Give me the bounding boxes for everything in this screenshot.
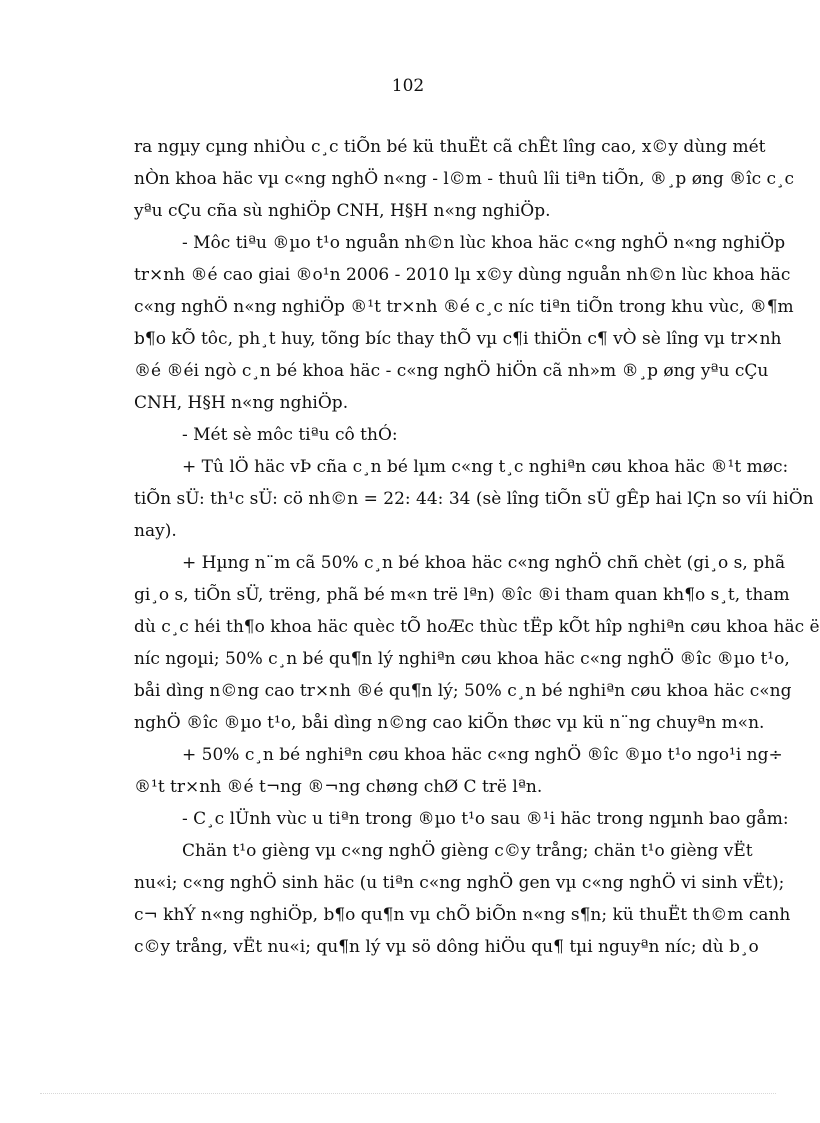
text-line: Chän t¹o gièng vµ c«ng nghÖ gièng c©y trång; chän t¹o gièng vËt — [182, 841, 753, 861]
text-line: ®¹t tr×nh ®é t¬ng ®¬ng chøng chØ C trë lªn. — [134, 777, 543, 797]
text-line: CNH, H§H n«ng nghiÖp. — [134, 393, 349, 413]
text-line: ra ngµy cµng nhiÒu c¸c tiÕn bé kü thuËt cã chÊt lîng cao, x©y dùng mét — [134, 137, 766, 157]
text-line: + Tû lÖ häc vÞ cña c¸n bé lµm c«ng t¸c nghiªn cøu khoa häc ®¹t møc: — [182, 457, 789, 477]
text-line: níc ngoµi; 50% c¸n bé qu¶n lý nghiªn cøu khoa häc c«ng nghÖ ®îc ®µo t¹o, — [134, 649, 790, 669]
text-line: c¬ khÝ n«ng nghiÖp, b¶o qu¶n vµ chÕ biÕn n«ng s¶n; kü thuËt th©m canh — [134, 905, 791, 925]
text-line: nay). — [134, 521, 177, 541]
text-line: nghÖ ®îc ®µo t¹o, båi dìng n©ng cao kiÕn thøc vµ kü n¨ng chuyªn m«n. — [134, 713, 765, 733]
text-line: tr×nh ®é cao giai ®o¹n 2006 - 2010 lµ x©y dùng nguån nh©n lùc khoa häc — [134, 265, 791, 285]
text-line: - Môc tiªu ®µo t¹o nguån nh©n lùc khoa häc c«ng nghÖ n«ng nghiÖp — [182, 233, 786, 253]
text-line: b¶o kÕ tôc, ph¸t huy, tõng bíc thay thÕ vµ c¶i thiÖn c¶ vÒ sè lîng vµ tr×nh — [134, 329, 782, 349]
text-line: nu«i; c«ng nghÖ sinh häc (u tiªn c«ng nghÖ gen vµ c«ng nghÖ vi sinh vËt); — [134, 873, 785, 893]
text-line: dù c¸c héi th¶o khoa häc quèc tÕ hoÆc thùc tËp kÕt hîp nghiªn cøu khoa häc ë — [134, 617, 820, 637]
text-line: - C¸c lÜnh vùc u tiªn trong ®µo t¹o sau ®¹i häc trong ngµnh bao gåm: — [182, 809, 789, 829]
text-line: nÒn khoa häc vµ c«ng nghÖ n«ng - l©m - thuû lîi tiªn tiÕn, ®¸p øng ®îc c¸c — [134, 169, 795, 189]
text-line: ®é ®éi ngò c¸n bé khoa häc - c«ng nghÖ hiÖn cã nh»m ®¸p øng yªu cÇu — [134, 361, 769, 381]
footer-rule — [40, 1093, 776, 1094]
text-line: gi¸o s, tiÕn sÜ, trëng, phã bé m«n trë lªn) ®îc ®i tham quan kh¶o s¸t, tham — [134, 585, 790, 605]
text-line: - Mét sè môc tiªu cô thÓ: — [182, 425, 398, 445]
text-line: c«ng nghÖ n«ng nghiÖp ®¹t tr×nh ®é c¸c níc tiªn tiÕn trong khu vùc, ®¶m — [134, 297, 794, 317]
text-line: c©y trång, vËt nu«i; qu¶n lý vµ sö dông hiÖu qu¶ tµi nguyªn níc; dù b¸o — [134, 937, 759, 957]
page-number: 102 — [391, 76, 425, 96]
body-text — [134, 131, 820, 963]
text-line: yªu cÇu cña sù nghiÖp CNH, H§H n«ng nghiÖp. — [134, 201, 551, 221]
text-line: + Hµng n¨m cã 50% c¸n bé khoa häc c«ng nghÖ chñ chèt (gi¸o s, phã — [182, 553, 786, 573]
text-line: + 50% c¸n bé nghiªn cøu khoa häc c«ng nghÖ ®îc ®µo t¹o ngo¹i ng÷ — [182, 745, 783, 765]
text-line: båi dìng n©ng cao tr×nh ®é qu¶n lý; 50% c¸n bé nghiªn cøu khoa häc c«ng — [134, 681, 792, 701]
text-line: tiÕn sÜ: th¹c sÜ: cö nh©n = 22: 44: 34 (sè lîng tiÕn sÜ gÊp hai lÇn so víi hiÖn — [134, 489, 814, 509]
